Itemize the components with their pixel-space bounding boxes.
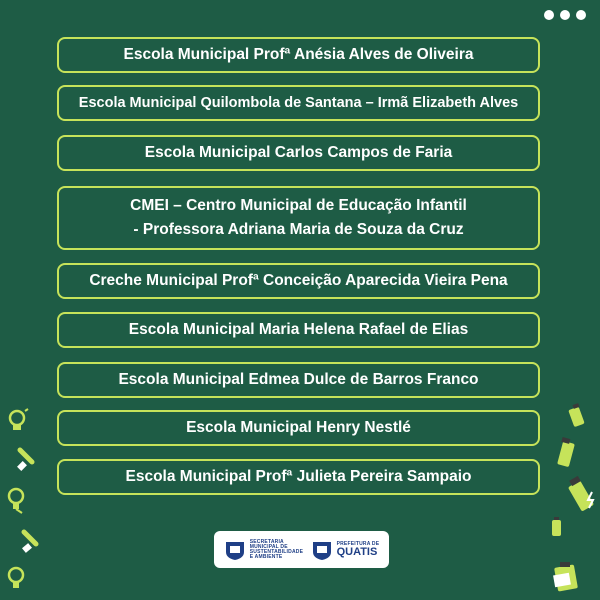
school-name: Escola Municipal Quilombola de Santana – Irmã Elizabeth Alves [78, 95, 519, 111]
school-item [57, 362, 540, 398]
logo-text-line: PREFEITURA DE [336, 540, 380, 547]
school-name: Escola Municipal Edmea Dulce de Barros Franco [118, 371, 479, 388]
partner-logos [214, 531, 389, 568]
school-name-line-2: - Professora Adriana Maria de Souza da Cruz [133, 221, 464, 238]
prefeitura-logo [311, 539, 380, 561]
school-item [57, 410, 540, 446]
secretaria-logo [224, 539, 303, 561]
battery-icon [548, 556, 588, 596]
school-item [57, 263, 540, 299]
school-item [57, 459, 540, 495]
lightbulb-icon [6, 408, 30, 434]
battery-icon [548, 515, 566, 539]
school-name: Creche Municipal Profª Conceição Aparecida Vieira Pena [89, 272, 508, 289]
lightbulb-icon [20, 528, 42, 554]
school-item [57, 312, 540, 348]
secretaria-emblem-icon [224, 539, 246, 561]
logo-text-line: MUNICIPAL DE [249, 543, 288, 550]
school-item [57, 37, 540, 73]
battery-icon [566, 474, 600, 518]
school-item [57, 186, 540, 250]
school-name: Escola Municipal Carlos Campos de Faria [144, 144, 453, 161]
school-name-line-1: CMEI – Centro Municipal de Educação Infantil [130, 197, 467, 214]
battery-icon [554, 436, 580, 470]
lightbulb-icon [6, 566, 28, 592]
battery-icon [566, 402, 588, 430]
school-item [57, 135, 540, 171]
logo-text-line: E AMBIENTE [249, 553, 283, 560]
logo-text-line: SUSTENTABILIDADE [249, 548, 304, 555]
prefeitura-emblem-icon [311, 539, 333, 561]
logo-text-city: QUATIS [336, 545, 378, 558]
school-item [57, 85, 540, 121]
school-name: Escola Municipal Profª Anésia Alves de Oliveira [123, 46, 474, 63]
school-name: Escola Municipal Henry Nestlé [186, 419, 411, 436]
lightbulb-icon [16, 446, 38, 472]
logo-text-line: SECRETARIA [249, 538, 284, 545]
lightbulb-icon [6, 486, 28, 514]
school-name: Escola Municipal Profª Julieta Pereira Sampaio [125, 468, 472, 485]
school-name: Escola Municipal Maria Helena Rafael de Elias [128, 321, 469, 338]
